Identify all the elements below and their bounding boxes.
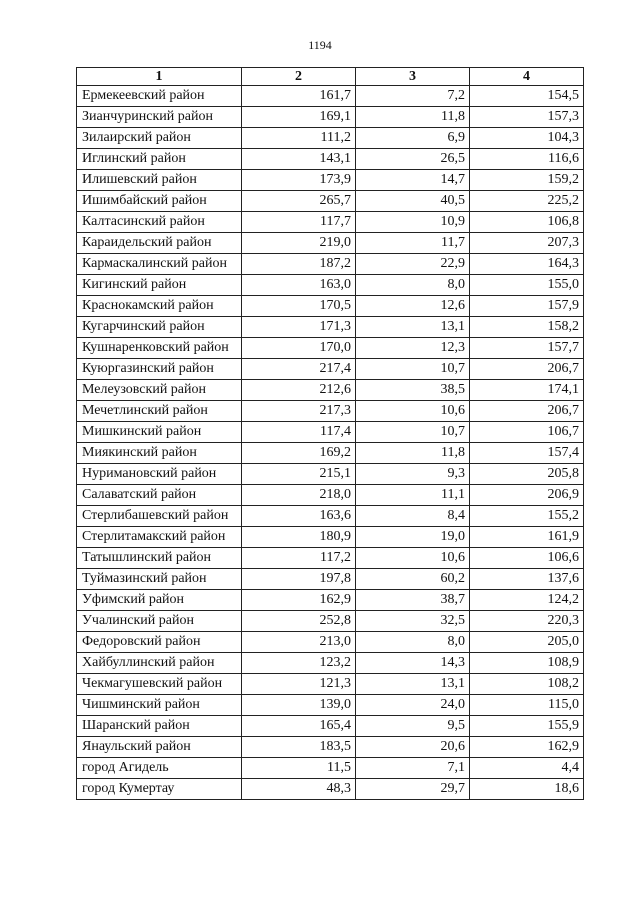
value-cell: 139,0 xyxy=(242,695,356,716)
district-name-cell: Мишкинский район xyxy=(77,422,242,443)
district-name-cell: Ермекеевский район xyxy=(77,86,242,107)
value-cell: 162,9 xyxy=(242,590,356,611)
district-name-cell: Ишимбайский район xyxy=(77,191,242,212)
district-name-cell: Кигинский район xyxy=(77,275,242,296)
table-header-row xyxy=(77,68,584,86)
value-cell: 159,2 xyxy=(470,170,584,191)
district-name-cell: Иглинский район xyxy=(77,149,242,170)
value-cell: 155,0 xyxy=(470,275,584,296)
district-name-cell: город Кумертау xyxy=(77,779,242,800)
value-cell: 161,7 xyxy=(242,86,356,107)
table-row xyxy=(77,149,584,170)
district-name-cell: Стерлибашевский район xyxy=(77,506,242,527)
table-row xyxy=(77,296,584,317)
value-cell: 158,2 xyxy=(470,317,584,338)
value-cell: 11,8 xyxy=(356,443,470,464)
value-cell: 171,3 xyxy=(242,317,356,338)
value-cell: 117,7 xyxy=(242,212,356,233)
table-row xyxy=(77,107,584,128)
value-cell: 22,9 xyxy=(356,254,470,275)
value-cell: 217,4 xyxy=(242,359,356,380)
district-name-cell: Туймазинский район xyxy=(77,569,242,590)
table-row xyxy=(77,737,584,758)
table-row xyxy=(77,674,584,695)
district-name-cell: Кушнаренковский район xyxy=(77,338,242,359)
value-cell: 18,6 xyxy=(470,779,584,800)
table-row xyxy=(77,380,584,401)
value-cell: 7,2 xyxy=(356,86,470,107)
value-cell: 4,4 xyxy=(470,758,584,779)
value-cell: 9,3 xyxy=(356,464,470,485)
table-row xyxy=(77,716,584,737)
value-cell: 162,9 xyxy=(470,737,584,758)
value-cell: 8,0 xyxy=(356,275,470,296)
district-name-cell: Зилаирский район xyxy=(77,128,242,149)
table-row xyxy=(77,758,584,779)
value-cell: 206,7 xyxy=(470,401,584,422)
value-cell: 161,9 xyxy=(470,527,584,548)
value-cell: 40,5 xyxy=(356,191,470,212)
value-cell: 215,1 xyxy=(242,464,356,485)
value-cell: 14,7 xyxy=(356,170,470,191)
value-cell: 10,7 xyxy=(356,422,470,443)
district-name-cell: Шаранский район xyxy=(77,716,242,737)
value-cell: 108,2 xyxy=(470,674,584,695)
value-cell: 206,7 xyxy=(470,359,584,380)
value-cell: 106,8 xyxy=(470,212,584,233)
value-cell: 32,5 xyxy=(356,611,470,632)
value-cell: 8,4 xyxy=(356,506,470,527)
value-cell: 163,6 xyxy=(242,506,356,527)
table-row xyxy=(77,254,584,275)
district-name-cell: Кугарчинский район xyxy=(77,317,242,338)
value-cell: 225,2 xyxy=(470,191,584,212)
district-name-cell: Мечетлинский район xyxy=(77,401,242,422)
table-row xyxy=(77,338,584,359)
district-name-cell: Федоровский район xyxy=(77,632,242,653)
table-row xyxy=(77,359,584,380)
district-name-cell: Чекмагушевский район xyxy=(77,674,242,695)
value-cell: 13,1 xyxy=(356,674,470,695)
table-row xyxy=(77,590,584,611)
value-cell: 187,2 xyxy=(242,254,356,275)
value-cell: 170,5 xyxy=(242,296,356,317)
district-name-cell: Мелеузовский район xyxy=(77,380,242,401)
district-name-cell: Миякинский район xyxy=(77,443,242,464)
district-name-cell: Янаульский район xyxy=(77,737,242,758)
value-cell: 155,2 xyxy=(470,506,584,527)
value-cell: 8,0 xyxy=(356,632,470,653)
column-header: 1 xyxy=(77,68,242,86)
district-name-cell: Чишминский район xyxy=(77,695,242,716)
district-name-cell: Караидельский район xyxy=(77,233,242,254)
table-row xyxy=(77,191,584,212)
value-cell: 116,6 xyxy=(470,149,584,170)
value-cell: 108,9 xyxy=(470,653,584,674)
value-cell: 9,5 xyxy=(356,716,470,737)
value-cell: 115,0 xyxy=(470,695,584,716)
value-cell: 170,0 xyxy=(242,338,356,359)
table-row xyxy=(77,611,584,632)
value-cell: 117,2 xyxy=(242,548,356,569)
value-cell: 12,3 xyxy=(356,338,470,359)
value-cell: 123,2 xyxy=(242,653,356,674)
value-cell: 206,9 xyxy=(470,485,584,506)
table-row xyxy=(77,170,584,191)
district-name-cell: Зианчуринский район xyxy=(77,107,242,128)
value-cell: 19,0 xyxy=(356,527,470,548)
value-cell: 219,0 xyxy=(242,233,356,254)
value-cell: 38,5 xyxy=(356,380,470,401)
value-cell: 155,9 xyxy=(470,716,584,737)
value-cell: 183,5 xyxy=(242,737,356,758)
column-header: 2 xyxy=(242,68,356,86)
value-cell: 12,6 xyxy=(356,296,470,317)
table-row xyxy=(77,212,584,233)
value-cell: 252,8 xyxy=(242,611,356,632)
value-cell: 124,2 xyxy=(470,590,584,611)
district-name-cell: Калтасинский район xyxy=(77,212,242,233)
district-name-cell: Краснокамский район xyxy=(77,296,242,317)
value-cell: 11,7 xyxy=(356,233,470,254)
value-cell: 38,7 xyxy=(356,590,470,611)
value-cell: 24,0 xyxy=(356,695,470,716)
value-cell: 169,2 xyxy=(242,443,356,464)
value-cell: 165,4 xyxy=(242,716,356,737)
value-cell: 180,9 xyxy=(242,527,356,548)
table-row xyxy=(77,128,584,149)
district-name-cell: Илишевский район xyxy=(77,170,242,191)
value-cell: 106,6 xyxy=(470,548,584,569)
value-cell: 7,1 xyxy=(356,758,470,779)
table-row xyxy=(77,527,584,548)
data-table xyxy=(76,67,584,800)
value-cell: 11,1 xyxy=(356,485,470,506)
district-name-cell: Учалинский район xyxy=(77,611,242,632)
value-cell: 197,8 xyxy=(242,569,356,590)
value-cell: 157,9 xyxy=(470,296,584,317)
value-cell: 13,1 xyxy=(356,317,470,338)
table-row xyxy=(77,632,584,653)
value-cell: 157,7 xyxy=(470,338,584,359)
table-row xyxy=(77,317,584,338)
value-cell: 163,0 xyxy=(242,275,356,296)
value-cell: 205,0 xyxy=(470,632,584,653)
table-row xyxy=(77,275,584,296)
table-row xyxy=(77,422,584,443)
value-cell: 6,9 xyxy=(356,128,470,149)
table-row xyxy=(77,779,584,800)
district-name-cell: Нуримановский район xyxy=(77,464,242,485)
value-cell: 10,7 xyxy=(356,359,470,380)
table-row xyxy=(77,233,584,254)
value-cell: 29,7 xyxy=(356,779,470,800)
table-row xyxy=(77,695,584,716)
value-cell: 60,2 xyxy=(356,569,470,590)
table-row xyxy=(77,569,584,590)
value-cell: 164,3 xyxy=(470,254,584,275)
value-cell: 20,6 xyxy=(356,737,470,758)
table-row xyxy=(77,653,584,674)
column-header: 4 xyxy=(470,68,584,86)
value-cell: 169,1 xyxy=(242,107,356,128)
district-name-cell: Куюргазинский район xyxy=(77,359,242,380)
district-name-cell: Салаватский район xyxy=(77,485,242,506)
district-name-cell: Кармаскалинский район xyxy=(77,254,242,275)
value-cell: 154,5 xyxy=(470,86,584,107)
value-cell: 10,9 xyxy=(356,212,470,233)
value-cell: 212,6 xyxy=(242,380,356,401)
value-cell: 174,1 xyxy=(470,380,584,401)
value-cell: 26,5 xyxy=(356,149,470,170)
district-name-cell: Уфимский район xyxy=(77,590,242,611)
value-cell: 143,1 xyxy=(242,149,356,170)
page-number: 1194 xyxy=(308,38,332,52)
value-cell: 11,8 xyxy=(356,107,470,128)
column-header: 3 xyxy=(356,68,470,86)
table-row xyxy=(77,485,584,506)
value-cell: 117,4 xyxy=(242,422,356,443)
value-cell: 157,3 xyxy=(470,107,584,128)
value-cell: 48,3 xyxy=(242,779,356,800)
value-cell: 11,5 xyxy=(242,758,356,779)
value-cell: 104,3 xyxy=(470,128,584,149)
value-cell: 207,3 xyxy=(470,233,584,254)
value-cell: 137,6 xyxy=(470,569,584,590)
table-row xyxy=(77,464,584,485)
value-cell: 213,0 xyxy=(242,632,356,653)
value-cell: 157,4 xyxy=(470,443,584,464)
value-cell: 10,6 xyxy=(356,548,470,569)
district-name-cell: город Агидель xyxy=(77,758,242,779)
value-cell: 220,3 xyxy=(470,611,584,632)
value-cell: 265,7 xyxy=(242,191,356,212)
value-cell: 217,3 xyxy=(242,401,356,422)
table-row xyxy=(77,401,584,422)
district-name-cell: Стерлитамакский район xyxy=(77,527,242,548)
value-cell: 106,7 xyxy=(470,422,584,443)
value-cell: 205,8 xyxy=(470,464,584,485)
value-cell: 111,2 xyxy=(242,128,356,149)
table-row xyxy=(77,443,584,464)
district-name-cell: Хайбуллинский район xyxy=(77,653,242,674)
value-cell: 10,6 xyxy=(356,401,470,422)
value-cell: 121,3 xyxy=(242,674,356,695)
table-row xyxy=(77,548,584,569)
value-cell: 218,0 xyxy=(242,485,356,506)
value-cell: 14,3 xyxy=(356,653,470,674)
district-name-cell: Татышлинский район xyxy=(77,548,242,569)
table-row xyxy=(77,86,584,107)
table-row xyxy=(77,506,584,527)
table-body xyxy=(77,86,584,800)
value-cell: 173,9 xyxy=(242,170,356,191)
